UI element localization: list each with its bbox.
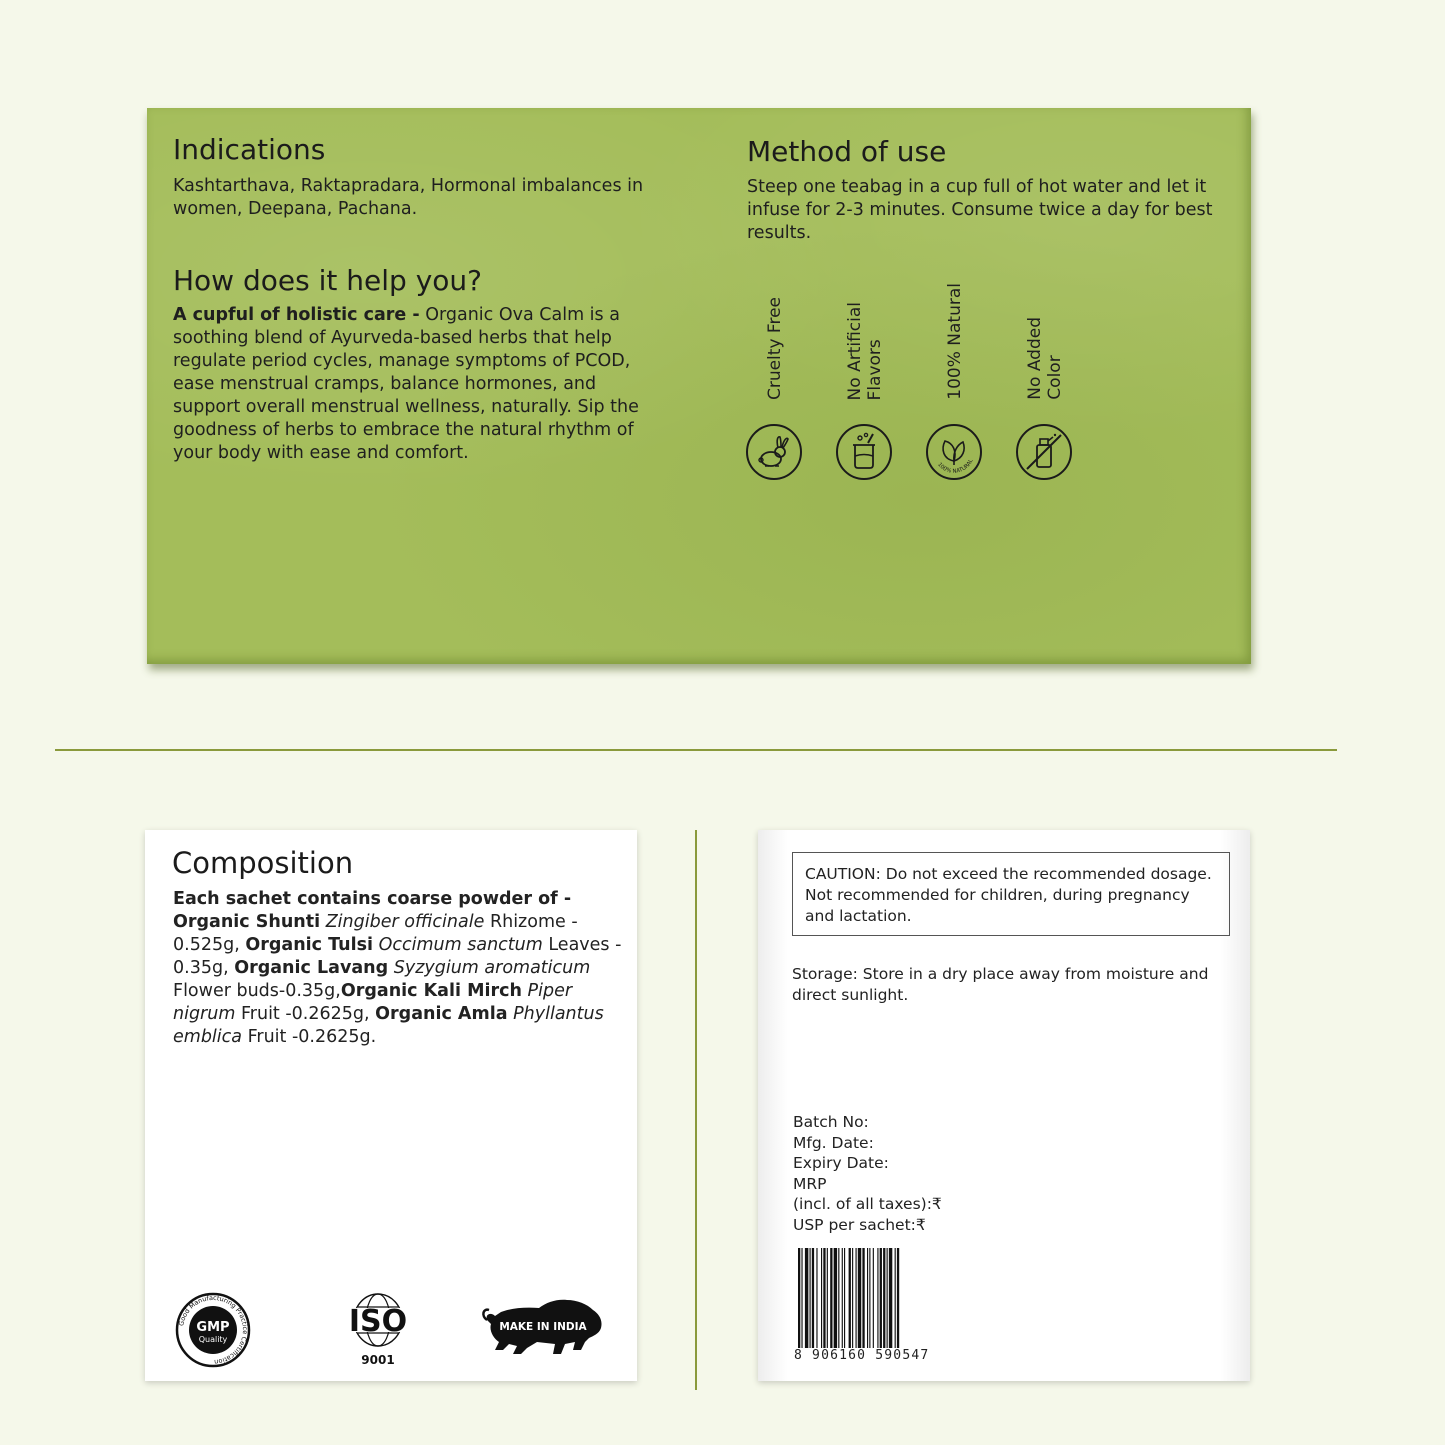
mrp-taxes-label: (incl. of all taxes):₹ <box>793 1195 942 1213</box>
usp-label: USP per sachet:₹ <box>793 1215 926 1234</box>
ingredient-amount: 0.35g, <box>173 958 229 978</box>
barcode-bar <box>889 1248 892 1360</box>
caution-text: Do not exceed the recommended dosage. Not recommended for children, during pregnancy and lactation. <box>805 865 1212 925</box>
horizontal-divider <box>55 749 1337 751</box>
ingredient-latin: Zingiber officinale <box>325 912 485 932</box>
gmp-logo <box>175 1292 251 1368</box>
barcode-bar <box>801 1248 802 1360</box>
method-text: Steep one teabag in a cup full of hot water and let it infuse for 2-3 minutes. Consume twice a day for best results. <box>747 177 1213 243</box>
badge-label: Cruelty Free <box>765 296 785 400</box>
barcode-bar <box>895 1248 896 1360</box>
beaker-icon <box>835 423 893 481</box>
composition-card <box>145 830 637 1381</box>
help-body: Organic Ova Calm is a soothing blend of Ayurveda-based herbs that help regulate period cycles, manage symptoms of PCOD, ease menstrual cramps, balance hormones, and support overall menstrual wellness, naturally. Sip the goodness of herbs to embrace the natural rhythm of your body with ease and comfort. <box>173 305 639 463</box>
ingredient-amount: 0.525g, <box>173 935 240 955</box>
barcode-bar <box>834 1248 837 1360</box>
barcode-bar <box>869 1248 870 1360</box>
gmp-ring-text: Good Manufacturing Practice Certification <box>177 1293 250 1367</box>
iso-mark: ISO <box>348 1304 408 1339</box>
barcode-bar <box>823 1248 825 1360</box>
barcode-bar <box>883 1248 885 1360</box>
help-lead: A cupful of holistic care - <box>173 305 420 325</box>
ingredient-name: Organic Shunti <box>173 912 321 932</box>
help-text <box>173 304 668 465</box>
ingredient-latin: Occimum sanctum <box>378 935 543 955</box>
ingredient-latin: Syzygium aromaticum <box>393 958 591 978</box>
gmp-sub-text: Quality <box>198 1335 228 1344</box>
barcode-bar <box>887 1248 888 1360</box>
ingredient-part: Leaves - <box>548 935 622 955</box>
caution-box <box>792 852 1230 936</box>
indications-text: Kashtarthava, Raktapradara, Hormonal imbalances in women, Deepana, Pachana. <box>173 176 644 219</box>
leaf-icon <box>925 423 983 481</box>
barcode-bar <box>816 1248 817 1360</box>
help-title: How does it help you? <box>173 264 482 297</box>
barcode-bar <box>873 1248 874 1360</box>
badge-label: 100% Natural <box>945 283 965 400</box>
barcode-bar <box>821 1248 822 1360</box>
barcode-bar <box>842 1248 843 1360</box>
vertical-divider <box>695 830 697 1390</box>
barcode-bar <box>830 1248 832 1360</box>
make-in-india-lion-icon <box>481 1298 605 1360</box>
expiry-date-label: Expiry Date: <box>793 1154 889 1172</box>
ingredient-latin: Phyllantus emblica <box>173 1004 604 1047</box>
barcode-bar <box>852 1248 853 1360</box>
ingredient-amount: 0.35g, <box>285 981 341 1001</box>
label-card <box>758 830 1250 1381</box>
batch-no-label: Batch No: <box>793 1113 869 1131</box>
barcode-bar <box>856 1248 857 1360</box>
storage-body: Store in a dry place away from moisture and direct sunlight. <box>792 965 1209 1004</box>
iso-logo <box>340 1290 416 1370</box>
composition-title: Composition <box>172 846 354 880</box>
mfg-date-label: Mfg. Date: <box>793 1133 874 1152</box>
mrp-label: MRP <box>793 1174 827 1193</box>
badge-label: No Added Color <box>1025 317 1065 400</box>
caution-label: CAUTION: <box>805 865 881 883</box>
barcode-bar <box>798 1248 800 1360</box>
rabbit-icon <box>745 423 803 481</box>
barcode-bar <box>810 1248 811 1360</box>
ingredient-part: Fruit - <box>247 1027 299 1047</box>
ingredient-name: Organic Amla <box>375 1004 508 1024</box>
badge-label: No Artificial Flavors <box>845 301 885 400</box>
barcode-bar <box>858 1248 861 1360</box>
barcode-bar <box>838 1248 839 1360</box>
make-in-india-text: MAKE IN INDIA <box>499 1321 587 1333</box>
ingredient-part: Flower buds- <box>173 981 286 1001</box>
ingredient-amount: 0.2625g. <box>298 1027 377 1047</box>
storage-text <box>792 964 1232 1006</box>
barcode-bar <box>844 1248 845 1360</box>
composition-text <box>173 888 623 1049</box>
barcode-bar <box>862 1248 864 1360</box>
barcode-bar <box>867 1248 868 1360</box>
barcode-bar <box>877 1248 878 1360</box>
natural-ring-text: 100% NATURAL <box>936 458 975 475</box>
barcode-bar <box>849 1248 851 1360</box>
ingredient-name: Organic Tulsi <box>245 935 374 955</box>
barcode-bar <box>880 1248 882 1360</box>
no-color-icon <box>1015 423 1073 481</box>
gmp-center-text: GMP <box>196 1320 230 1335</box>
ingredient-amount: 0.2625g, <box>291 1004 370 1024</box>
composition-intro: Each sachet contains coarse powder of - <box>173 889 572 909</box>
badge-row <box>745 275 1105 495</box>
method-title: Method of use <box>747 135 947 168</box>
storage-label: Storage: <box>792 965 858 983</box>
ingredient-part: Fruit - <box>240 1004 292 1024</box>
indications-title: Indications <box>173 133 326 166</box>
barcode-bar <box>805 1248 808 1360</box>
ingredient-name: Organic Kali Mirch <box>340 981 522 1001</box>
ingredient-latin: Piper nigrum <box>173 981 573 1024</box>
barcode-bar <box>812 1248 814 1360</box>
barcode-bar <box>827 1248 828 1360</box>
barcode-digits: 8 906160 590547 <box>794 1348 930 1363</box>
barcode-bar <box>897 1248 899 1360</box>
ingredient-part: Rhizome - <box>489 912 578 932</box>
iso-number: 9001 <box>361 1353 395 1367</box>
batch-info <box>793 1112 942 1235</box>
ingredient-name: Organic Lavang <box>234 958 389 978</box>
